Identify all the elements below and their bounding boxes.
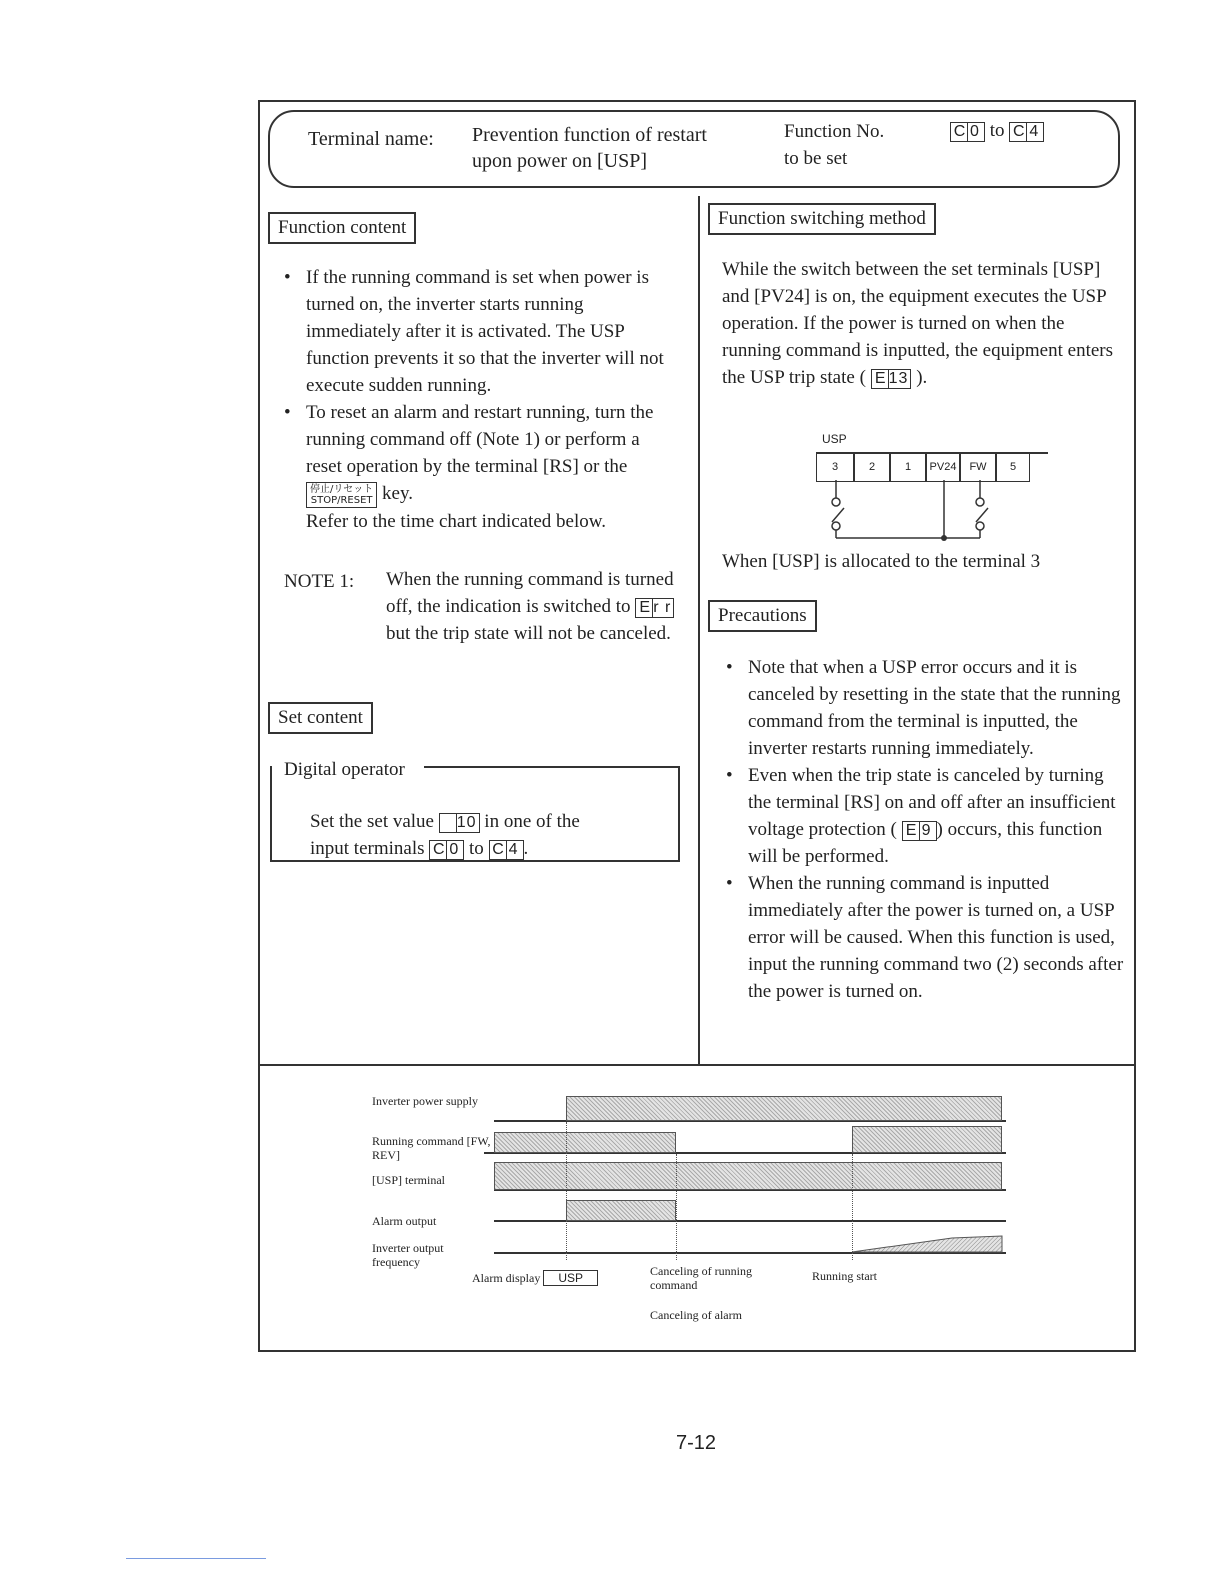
note-label: NOTE 1: bbox=[284, 571, 355, 592]
timechart-separator bbox=[258, 1064, 1136, 1066]
tc-label-running: Running command [FW, REV] bbox=[372, 1134, 491, 1162]
tc-marker bbox=[566, 1122, 567, 1260]
list-item: • If the running command is set when power is turned on, the inverter starts running immediately after it is activated. The USP function prevents it so that the inverter will not execute sudden running. bbox=[284, 264, 680, 399]
terminal-name-line2: upon power on [USP] bbox=[472, 150, 647, 172]
set-value-line2: input terminals C 0 to C 4 . bbox=[310, 838, 529, 859]
list-item: • Note that when a USP error occurs and it is canceled by resetting in the state that the running command from the terminal is inputted, the inverter restarts running immediately. bbox=[726, 654, 1130, 762]
tc-pulse-alarm bbox=[566, 1200, 676, 1221]
function-no-label: Function No. bbox=[784, 121, 885, 142]
terminal-3: 3 bbox=[816, 452, 854, 482]
tc-pulse-usp bbox=[494, 1162, 1002, 1190]
switching-title: Function switching method bbox=[708, 203, 936, 235]
function-content-title: Function content bbox=[268, 212, 416, 244]
lcd-value: 10 bbox=[439, 813, 480, 833]
lcd-code-to: C 4 bbox=[489, 840, 524, 860]
list-item: • Even when the trip state is canceled by turning the terminal [RS] on and off after an insufficient voltage protection ( E 9 ) occurs, this function will be performed. bbox=[726, 762, 1130, 870]
set-content-title: Set content bbox=[268, 702, 373, 734]
tc-marker bbox=[676, 1154, 677, 1260]
list-item: • To reset an alarm and restart running, turn the running command off (Note 1) or perform a reset operation by the terminal [RS] or the 停止/リセット STOP/RESET key. Refer to the time chart indicated below. bbox=[284, 399, 680, 535]
function-no-range: C 0 to C 4 bbox=[950, 117, 1044, 144]
tc-pulse-running-2 bbox=[852, 1126, 1002, 1153]
diagram-caption: When [USP] is allocated to the terminal 3 bbox=[722, 551, 1041, 572]
lcd-trip-code: E 13 bbox=[871, 369, 912, 389]
terminal-pv24: PV24 bbox=[926, 452, 960, 482]
page-number: 7-12 bbox=[676, 1432, 717, 1454]
function-content-list bbox=[284, 264, 680, 535]
alarm-display: Alarm display USP bbox=[472, 1270, 598, 1286]
tc-label-alarm: Alarm output bbox=[372, 1214, 437, 1228]
lcd-code-e9: E 9 bbox=[902, 821, 937, 841]
tc-pulse-running-1 bbox=[494, 1132, 676, 1153]
precautions-list bbox=[726, 654, 1130, 1005]
switch-wiring-diagram bbox=[820, 480, 1000, 550]
alarm-display-value: USP bbox=[543, 1270, 598, 1286]
tc-label-usp: [USP] terminal bbox=[372, 1173, 445, 1187]
terminal-fw: FW bbox=[960, 452, 996, 482]
precautions-title: Precautions bbox=[708, 600, 817, 632]
note-text: When the running command is turned off, the indication is switched to E r r but the trip state will not be canceled. bbox=[386, 569, 674, 644]
annotation-running-start: Running start bbox=[812, 1269, 877, 1283]
terminal-2: 2 bbox=[854, 452, 890, 482]
stop-reset-key: 停止/リセット STOP/RESET bbox=[306, 482, 377, 508]
lcd-err: E r r bbox=[635, 598, 674, 618]
switching-text: While the switch between the set terminals [USP] and [PV24] is on, the equipment executes the USP operation. If the power is turned on when the running command is inputted, the equipment enters the USP trip state ( E 13 ). bbox=[722, 259, 1114, 388]
tc-frequency-ramp bbox=[852, 1234, 1006, 1254]
tc-label-frequency: Inverter output frequency bbox=[372, 1241, 444, 1269]
digital-operator-topline bbox=[424, 766, 680, 768]
terminal-5: 5 bbox=[996, 452, 1030, 482]
lcd-code-from: C 0 bbox=[950, 122, 985, 142]
column-divider bbox=[698, 196, 700, 1066]
terminal-name-line1: Prevention function of restart bbox=[472, 124, 707, 146]
lcd-code-from: C 0 bbox=[429, 840, 464, 860]
tc-pulse-power bbox=[566, 1096, 1002, 1121]
footnote-divider bbox=[126, 1558, 266, 1559]
tc-marker bbox=[852, 1154, 853, 1260]
list-item: • When the running command is inputted immediately after the power is turned on, a USP error will be caused. When this function is used, input the running command two (2) seconds after the power is turned on. bbox=[726, 870, 1130, 1005]
terminal-name-label: Terminal name: bbox=[308, 128, 434, 150]
annotation-cancel-alarm: Canceling of alarm bbox=[650, 1308, 742, 1322]
function-no-label-2: to be set bbox=[784, 148, 848, 169]
usp-label: USP bbox=[822, 432, 847, 446]
tc-label-power: Inverter power supply bbox=[372, 1094, 478, 1108]
lcd-code-to: C 4 bbox=[1009, 122, 1044, 142]
digital-operator-label: Digital operator bbox=[278, 756, 411, 783]
annotation-cancel-running: Canceling of running command bbox=[650, 1264, 752, 1292]
terminal-1: 1 bbox=[890, 452, 926, 482]
set-value-line1: Set the set value 10 in one of the bbox=[310, 811, 580, 832]
